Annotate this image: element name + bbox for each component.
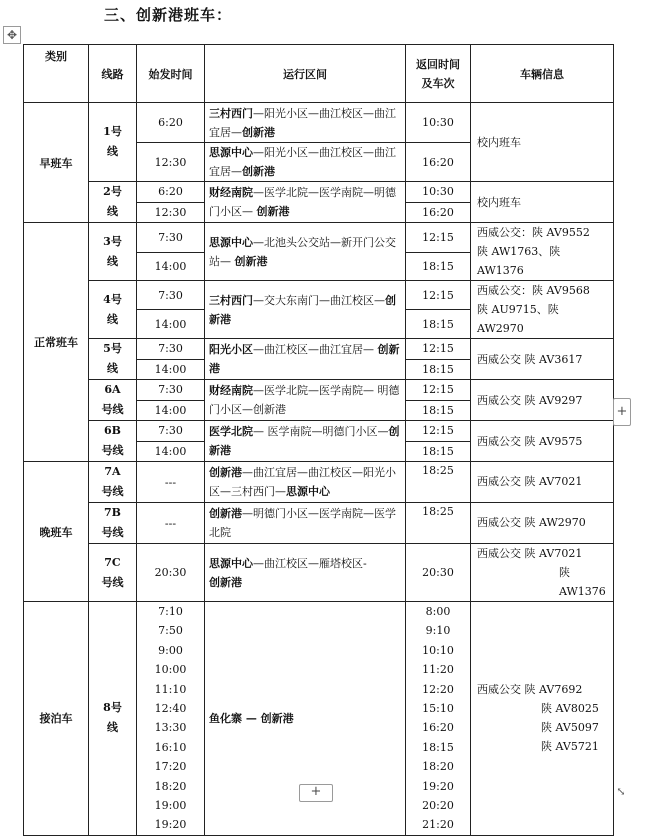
depart-time: 6:20 [137,182,205,203]
section-early: 早班车 [24,103,89,223]
depart-time: 14:00 [137,359,205,380]
vehicle-line: 陕 AV8025 [541,702,599,716]
route-end: 创新港 [209,343,400,375]
route-cell [205,544,406,602]
route-cell: 鱼化寨 — 创新港 [205,602,406,836]
list-item: 13:30 [154,721,187,735]
shuttle-schedule-table [23,44,614,836]
vehicle-line: 陕 AV5097 [541,721,599,735]
vehicle-line: 陕 AU9715、陕 AW2970 [477,303,559,335]
vehicle-info: 西威公交 陕 AV9575 [471,421,614,462]
depart-time: --- [137,503,205,544]
return-time: 12:15 [406,339,471,360]
depart-time: 7:30 [137,339,205,360]
list-item: 7:10 [158,605,183,618]
list-item: 21:20 [422,818,454,832]
line-6b: 6B号线 [89,421,137,462]
return-time: 10:30 [406,103,471,143]
route-end: 创新港 [242,125,275,139]
line-8: 8号线 [89,602,137,836]
return-time: 12:15 [406,421,471,442]
return-time: 18:15 [406,441,471,462]
vehicle-info: 西威公交 陕 AW2970 [471,503,614,544]
depart-time: 14:00 [137,310,205,339]
header-depart: 始发时间 [137,45,205,103]
return-time: 12:15 [406,281,471,310]
header-route: 运行区间 [205,45,406,103]
table-move-handle-icon[interactable]: ✥ [3,26,21,44]
route-stops: — 医学南院—明德门小区— [253,425,389,438]
route-end: 创新港 [234,254,268,268]
table-row [24,462,614,503]
list-item: 19:20 [154,818,187,832]
vehicle-line: 西威公交 陕 AV7021 [477,547,583,560]
depart-time: 6:20 [137,103,205,143]
header-category: 类别 [24,45,89,103]
table-row [24,503,614,544]
list-item: 18:15 [422,740,454,754]
vehicle-line: 陕 AW1763、陕 AW1376 [477,245,561,277]
return-time: 20:30 [406,544,471,602]
section-heading: 三、创新港班车： [104,6,233,24]
route-cell [205,281,406,339]
vehicle-info: 西威公交 陕 AV3617 [471,339,614,380]
depart-time: --- [137,462,205,503]
depart-time: 12:30 [137,202,205,223]
list-item: 16:10 [154,740,187,754]
vehicle-info [471,544,614,602]
depart-times-list [137,602,205,836]
line-2: 2号线 [89,182,137,223]
route-end: 创新港 [209,425,400,457]
vehicle-info: 西威公交 陕 AV7021 [471,462,614,503]
return-time: 10:30 [406,182,471,203]
line-3: 3号线 [89,223,137,281]
table-row [24,103,614,143]
return-time: 18:15 [406,400,471,421]
line-7b: 7B号线 [89,503,137,544]
section-evening: 晚班车 [24,462,89,602]
header-line: 线路 [89,45,137,103]
list-item: 11:10 [154,682,187,696]
route-end: 思源中心 [286,485,330,498]
route-cell [205,223,406,281]
list-item: 7:50 [158,624,183,638]
route-start: 创新港 [209,466,242,479]
route-stops: —曲江校区—雁塔校区- [253,556,367,570]
depart-time: 14:00 [137,252,205,280]
route-start: 创新港 [209,507,242,520]
table-row [24,421,614,442]
route-cell [205,182,406,223]
vehicle-line: 陕 AW1376 [559,566,606,598]
add-column-button[interactable]: + [613,398,631,426]
table-row [24,223,614,253]
section-shuttle: 接泊车 [24,602,89,836]
route-cell [205,380,406,421]
depart-time: 14:00 [137,400,205,421]
route-start: 思源中心 [209,556,253,570]
route-cell [205,143,406,182]
table-resize-handle-icon[interactable]: ⤡ [616,785,626,798]
depart-time: 7:30 [137,281,205,310]
route-stops: —曲江校区—曲江宜居— [253,343,378,356]
vehicle-line: 西威公交 陕 AV7692 [477,683,583,697]
header-return: 返回时间及车次 [406,45,471,103]
route-start: 财经南院 [209,186,253,199]
list-item: 18:20 [422,760,454,774]
line-5: 5号线 [89,339,137,380]
list-item: 16:20 [422,721,454,735]
vehicle-line: 陕 AV5721 [541,740,599,754]
line-7a: 7A号线 [89,462,137,503]
return-time: 12:15 [406,223,471,253]
vehicle-info: 校内班车 [471,103,614,182]
list-item: 12:20 [422,682,454,696]
route-cell [205,462,406,503]
return-time: 12:15 [406,380,471,401]
line-6a: 6A号线 [89,380,137,421]
route-end: 创新港 [209,575,242,589]
route-end: 创新港 [242,165,275,178]
list-item: 9:00 [158,643,183,657]
depart-time: 12:30 [137,143,205,182]
route-stops: —曲江宜居—曲江校区—阳光小区—三村西门— [209,466,396,498]
vehicle-info: 校内班车 [471,182,614,223]
route-start: 三村西门 [209,106,253,120]
route-stops: —明德门小区—医学南院—医学北院 [209,507,396,539]
list-item: 11:20 [422,663,454,677]
line-1: 1号线 [89,103,137,182]
route-start: 思源中心 [209,235,253,249]
line-7c: 7C号线 [89,544,137,602]
route-stops: —医学北院—医学南院—明德门小区— [209,186,396,218]
list-item: 10:10 [422,643,454,657]
list-item: 10:00 [154,663,187,677]
list-item: 19:00 [154,799,187,813]
header-row [24,45,614,103]
list-item: 18:20 [154,779,187,793]
add-row-button[interactable]: + [299,784,333,802]
vehicle-info [471,281,614,339]
return-time: 16:20 [406,143,471,182]
line-4: 4号线 [89,281,137,339]
vehicle-line: 西威公交：陕 AV9552 [477,226,590,239]
return-times-list [406,602,471,836]
list-item: 12:40 [154,702,187,716]
depart-time: 20:30 [137,544,205,602]
route-stops: —交大东南门—曲江校区— [253,293,385,307]
table-row [24,281,614,310]
route-end: 创新港 [256,205,290,218]
return-time: 18:15 [406,359,471,380]
depart-time: 7:30 [137,223,205,253]
return-time: 18:25 [406,462,471,503]
vehicle-info [471,602,614,836]
vehicle-info [471,223,614,281]
route-start: 三村西门 [209,293,253,307]
list-item: 20:20 [422,799,454,813]
depart-time: 7:30 [137,380,205,401]
route-start: 阳光小区 [209,343,253,356]
table-row [24,339,614,360]
header-vehicle: 车辆信息 [471,45,614,103]
table-row [24,182,614,203]
route-stops: —医学北院—医学南院— 明德门小区—创新港 [209,384,400,416]
return-time: 16:20 [406,202,471,223]
list-item: 15:10 [422,702,454,716]
route-end: 创新港 [209,293,396,326]
route-cell [205,339,406,380]
route-start: 思源中心 [209,146,253,159]
table-row [24,544,614,602]
return-time: 18:15 [406,310,471,339]
route-cell [205,103,406,143]
route-stops: —阳光小区—曲江校区—曲江宜居— [209,106,396,139]
section-regular: 正常班车 [24,223,89,462]
depart-time: 7:30 [137,421,205,442]
route-cell [205,503,406,544]
return-time: 18:15 [406,252,471,280]
return-time: 18:25 [406,503,471,544]
list-item: 17:20 [154,760,187,774]
route-start: 医学北院 [209,425,253,438]
list-item: 19:20 [422,779,454,793]
list-item: 9:10 [425,624,451,638]
list-item: 8:00 [425,605,451,618]
route-cell [205,421,406,462]
route-start: 财经南院 [209,384,253,397]
route-stops: —阳光小区—曲江校区—曲江宜居— [209,146,396,178]
route-stops: —北池头公交站—新开门公交站— [209,235,396,268]
vehicle-info: 西威公交 陕 AV9297 [471,380,614,421]
depart-time: 14:00 [137,441,205,462]
table-row [24,380,614,401]
vehicle-line: 西威公交：陕 AV9568 [477,284,590,297]
